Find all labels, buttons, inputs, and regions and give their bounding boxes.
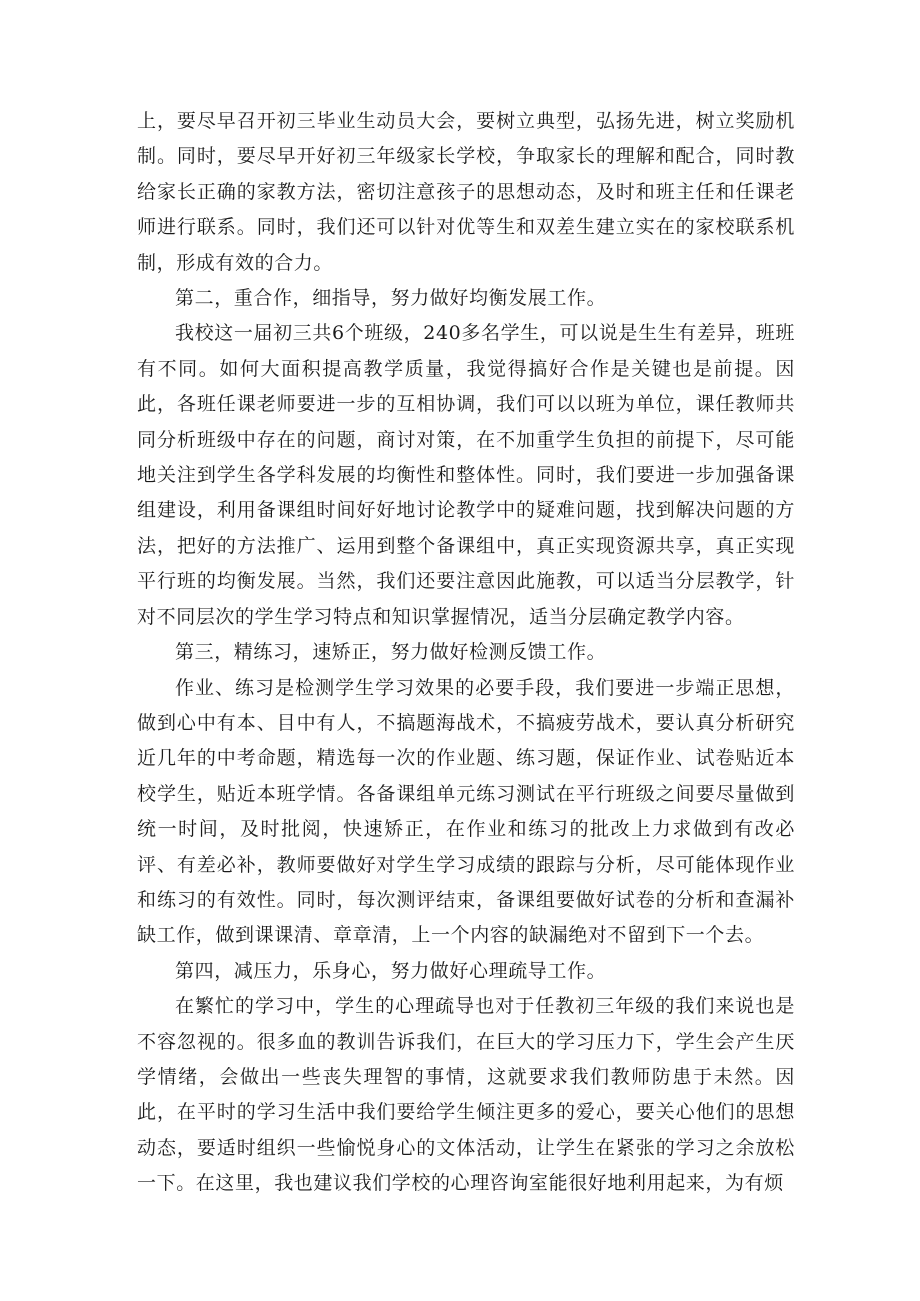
document-page — [137, 104, 795, 1202]
paragraph-psychology: 在繁忙的学习中，学生的心理疏导也对于任教初三年级的我们来说也是不容忽视的。很多血的教训告诉我们，在巨大的学习压力下，学生会产生厌学情绪，会做出一些丧失理智的事情，这就要求我们教师防患于未然。因此，在平时的学习生活中我们要给学生倾注更多的爱心，要关心他们的思想动态，要适时组织一些愉悦身心的文体活动，让学生在紧张的学习之余放松一下。在这里，我也建议我们学校的心理咨询室能很好地利用起来，为有烦 — [137, 995, 795, 1195]
paragraph-practice: 作业、练习是检测学生学习效果的必要手段，我们要进一步端正思想，做到心中有本、目中有人，不搞题海战术，不搞疲劳战术，要认真分析研究近几年的中考命题，精选每一次的作业题、练习题，保证作业、试卷贴近本校学生，贴近本班学情。各备课组单元练习测试在平行班级之间要尽量做到统一时间，及时批阅，快速矫正，在作业和练习的批改上力求做到有改必评、有差必补，教师要做好对学生学习成绩的跟踪与分析，尽可能体现作业和练习的有效性。同时，每次测评结束，备课组要做好试卷的分析和查漏补缺工作，做到课课清、章章清，上一个内容的缺漏绝对不留到下一个去。 — [137, 676, 795, 947]
paragraph-continuation: 上，要尽早召开初三毕业生动员大会，要树立典型，弘扬先进，树立奖励机制。同时，要尽早开好初三年级家长学校，争取家长的理解和配合，同时教给家长正确的家教方法，密切注意孩子的思想动态，及时和班主任和任课老师进行联系。同时，我们还可以针对优等生和双差生建立实在的家校联系机制，形成有效的合力。 — [137, 110, 795, 274]
paragraph-cooperation: 我校这一届初三共6个班级，240多名学生，可以说是生生有差异，班班有不同。如何大面积提高教学质量，我觉得搞好合作是关键也是前提。因此，各班任课老师要进一步的互相协调，我们可以以班为单位，课任教师共同分析班级中存在的问题，商讨对策，在不加重学生负担的前提下，尽可能地关注到学生各学科发展的均衡性和整体性。同时，我们要进一步加强备课组建设，利用备课组时间好好地讨论教学中的疑难问题，找到解决问题的方法，把好的方法推广、运用到整个备课组中，真正实现资源共享，真正实现平行班的均衡发展。当然，我们还要注意因此施教，可以适当分层教学，针对不同层次的学生学习特点和知识掌握情况，适当分层确定教学内容。 — [137, 322, 795, 628]
section-heading-third: 第三，精练习，速矫正，努力做好检测反馈工作。 — [175, 641, 607, 664]
section-heading-fourth: 第四，减压力，乐身心，努力做好心理疏导工作。 — [175, 959, 607, 982]
section-heading-second: 第二，重合作，细指导，努力做好均衡发展工作。 — [175, 287, 607, 310]
